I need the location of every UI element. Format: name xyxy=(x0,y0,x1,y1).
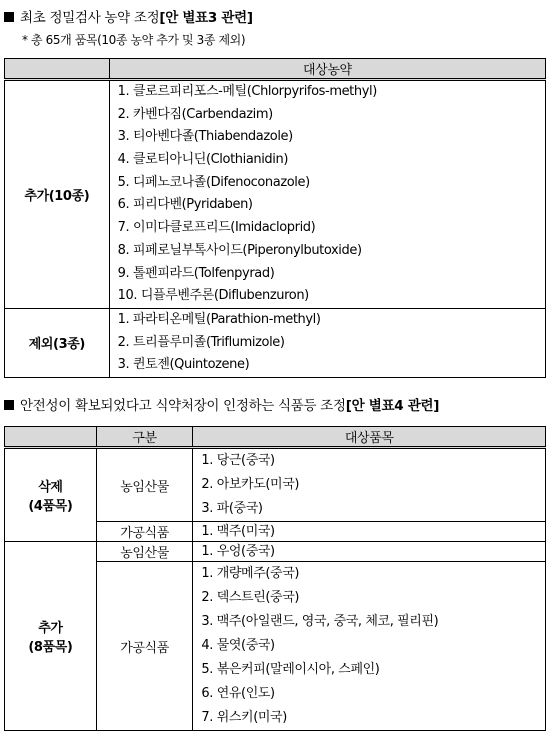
list-item: 4. 클로티아니딘(Clothianidin) xyxy=(117,152,289,168)
list-item: 7. 위스키(미국) xyxy=(201,710,287,725)
add-sub-processed-items xyxy=(193,562,546,731)
section1-heading xyxy=(4,6,253,26)
group-label-exclude: 제외(3종) xyxy=(5,308,110,377)
food-row-delete-agri xyxy=(5,448,546,522)
food-header-category: 구분 xyxy=(96,427,193,448)
table-header-row xyxy=(5,59,546,80)
list-item: 1. 맥주(미국) xyxy=(201,524,275,539)
add-processed-list xyxy=(193,562,545,730)
list-item: 2. 카벤다짐(Carbendazim) xyxy=(117,106,273,122)
group-items-exclude xyxy=(109,308,545,377)
food-table xyxy=(4,426,546,731)
delete-agri-list xyxy=(193,449,545,521)
table-row-add xyxy=(5,80,546,309)
section2-title-ref: [안 별표4 관련] xyxy=(345,398,440,414)
list-item: 3. 파(중국) xyxy=(201,501,263,516)
list-item: 3. 맥주(아일랜드, 영국, 중국, 체코, 필리핀) xyxy=(201,614,439,629)
food-table-header-row xyxy=(5,427,546,448)
list-item: 6. 피리다벤(Pyridaben) xyxy=(117,197,253,213)
pesticide-table xyxy=(4,58,546,378)
list-item: 1. 우엉(중국) xyxy=(201,544,275,559)
section1-note: * 총 65개 품목(10종 농약 추가 및 3종 제외) xyxy=(22,33,246,47)
delete-label-line1: 삭제 xyxy=(38,480,63,495)
table-row-exclude xyxy=(5,308,546,377)
list-item: 7. 이미다클로프리드(Imidacloprid) xyxy=(117,220,316,236)
pesticide-add-list xyxy=(110,81,545,308)
food-header-target-items: 대상품목 xyxy=(193,427,546,448)
list-item: 1. 파라티온메틸(Parathion-methyl) xyxy=(117,311,321,327)
list-item: 5. 볶은커피(말레이시아, 스페인) xyxy=(201,662,380,677)
list-item: 3. 퀸토젠(Quintozene) xyxy=(117,357,250,373)
delete-label-line2: (4품목) xyxy=(28,499,73,514)
square-bullet-icon xyxy=(4,12,14,22)
food-header-empty xyxy=(5,427,97,448)
list-item: 1. 당근(중국) xyxy=(201,453,275,468)
list-item: 1. 개량메주(중국) xyxy=(201,566,300,581)
add-label-line2: (8품목) xyxy=(28,640,73,655)
list-item: 1. 클로르피리포스-메틸(Chlorpyrifos-methyl) xyxy=(117,84,377,99)
section1-title-ref: [안 별표3 관련] xyxy=(159,10,253,26)
food-row-add-agri xyxy=(5,542,546,562)
delete-group-label xyxy=(5,448,97,542)
section2-heading xyxy=(4,394,439,414)
list-item: 2. 트리플루미졸(Triflumizole) xyxy=(117,334,285,350)
group-label-add: 추가(10종) xyxy=(5,80,110,309)
square-bullet-icon xyxy=(4,400,14,410)
list-item: 8. 피페로닐부톡사이드(Piperonylbutoxide) xyxy=(117,242,362,258)
add-sub-processed-label: 가공식품 xyxy=(96,562,193,731)
section1-title: 최초 정밀검사 농약 조정 xyxy=(20,10,160,26)
add-sub-agri-items xyxy=(193,542,546,562)
list-item: 5. 디페노코나졸(Difenoconazole) xyxy=(117,174,310,190)
header-target-pesticide: 대상농약 xyxy=(109,59,545,80)
delete-sub-agri-label: 농임산물 xyxy=(96,448,193,522)
group-items-add xyxy=(109,80,545,309)
delete-sub-processed-items xyxy=(193,522,546,542)
list-item: 9. 톨펜피라드(Tolfenpyrad) xyxy=(117,265,275,281)
add-group-label xyxy=(5,542,97,731)
header-empty xyxy=(5,59,110,80)
delete-sub-agri-items xyxy=(193,448,546,522)
list-item: 6. 연유(인도) xyxy=(201,686,275,701)
pesticide-exclude-list xyxy=(110,309,545,377)
list-item: 4. 물엿(중국) xyxy=(201,638,275,653)
delete-sub-processed-label: 가공식품 xyxy=(96,522,193,542)
add-label-line1: 추가 xyxy=(38,621,63,636)
add-sub-agri-label: 농임산물 xyxy=(96,542,193,562)
list-item: 3. 티아벤다졸(Thiabendazole) xyxy=(117,129,293,145)
list-item: 2. 덱스트린(중국) xyxy=(201,590,300,605)
list-item: 10. 디플루벤주론(Diflubenzuron) xyxy=(117,288,309,304)
list-item: 2. 아보카도(미국) xyxy=(201,477,300,492)
section2-title: 안전성이 확보되었다고 식약처장이 인정하는 식품등 조정 xyxy=(20,398,346,414)
